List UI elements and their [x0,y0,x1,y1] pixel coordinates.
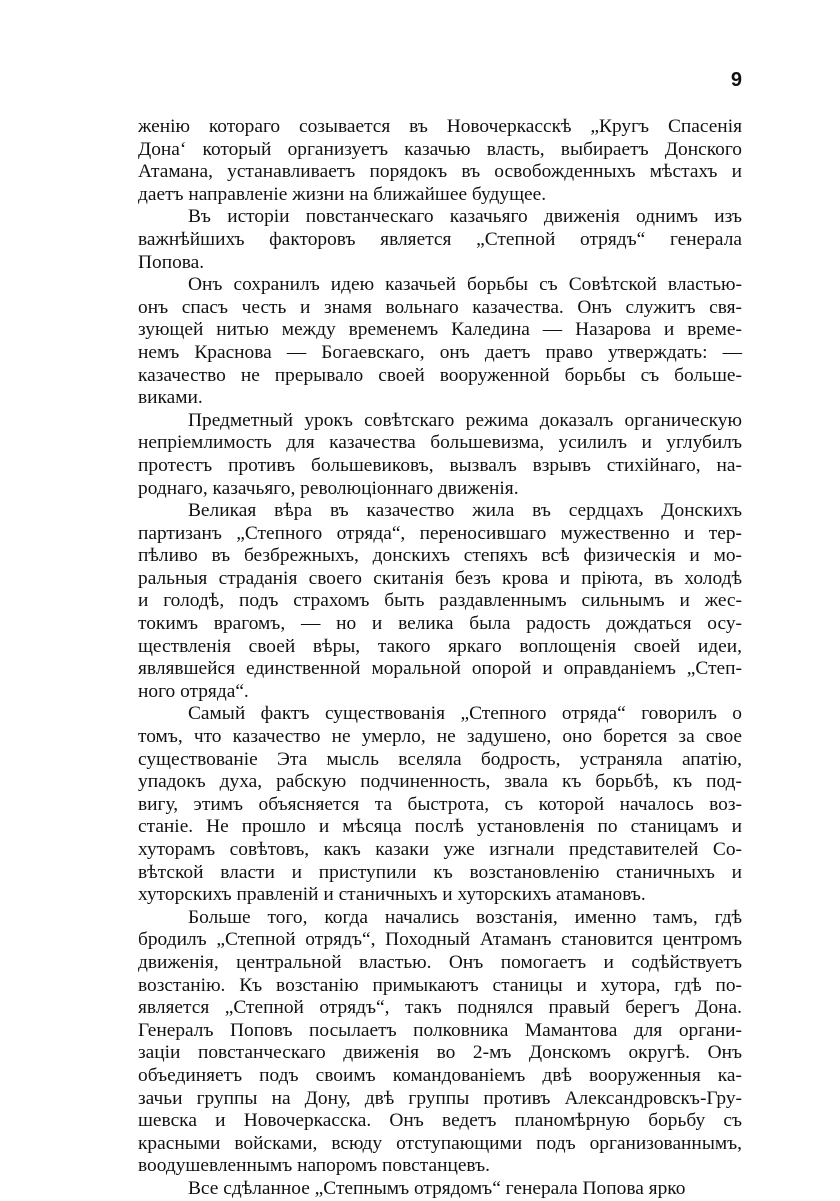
page-number: 9 [730,69,742,91]
text-line: вѣтской власти и приступили къ возстановленію станичныхъ и [138,861,742,883]
text-line: Предметный урокъ совѣтскаго режима доказалъ органическую [188,409,742,431]
text-line: казачество не прерывало своей вооруженной борьбы съ больше- [138,364,742,386]
text-line: ральныя страданія своего скитанія безъ крова и пріюта, въ холодѣ [138,567,742,589]
paragraph [138,1178,742,1201]
text-line: онъ спасъ честь и знамя вольнаго казачества. Онъ служитъ свя- [138,296,742,318]
text-line: являвшейся единственной моральной опорой и оправданіемъ „Степ- [138,658,742,680]
text-line: виками. [138,387,203,409]
text-line: Онъ сохранилъ идею казачьей борьбы съ Совѣтской властью- [188,274,742,296]
text-line: Все сдѣланное „Степнымъ отрядомъ“ генерала Попова ярко [188,1177,686,1199]
text-line: и голодѣ, подъ страхомъ быть раздавленнымъ сильнымъ и жес- [138,590,742,612]
text-line: Попова. [138,251,205,273]
text-line: токимъ врагомъ, — но и велика была радость дождаться осу- [138,613,742,635]
text-line: станіе. Не прошло и мѣсяца послѣ установленія по станицамъ и [138,816,742,838]
text-line: движенія, центральной властью. Онъ помогаетъ и содѣйствуетъ [138,951,742,973]
text-line: шевска и Новочеркасска. Онъ ведетъ планомѣрную борьбу съ [138,1110,742,1132]
text-line: объединяетъ подъ своимъ командованіемъ двѣ вооруженныя ка- [138,1064,742,1086]
text-line: Атамана, устанавливаетъ порядокъ въ освобожденныхъ мѣстахъ и [138,161,742,183]
paragraph [138,274,742,410]
text-line: зующей нитью между временемъ Каледина — Назарова и време- [138,319,742,341]
text-line: Въ исторіи повстанческаго казачьяго движенія однимъ изъ [188,206,742,228]
text-line: упадокъ духа, рабскую подчиненность, звала къ борьбѣ, къ под- [138,771,742,793]
text-line: хуторамъ совѣтовъ, какъ казаки уже изгнали представителей Со- [138,839,742,860]
text-line: красными войсками, всюду отступающими подъ организованнымъ, [138,1132,742,1154]
text-line: зачьи группы на Дону, двѣ группы противъ Александровскъ-Гру- [138,1087,742,1109]
text-line: женію котораго созывается въ Новочеркасскѣ „Кругъ Спасенія [138,116,742,137]
text-line: Великая вѣра въ казачество жила въ сердцахъ Донскихъ [188,500,742,522]
text-line: партизанъ „Степного отряда“, переносившаго мужественно и тер- [138,522,742,544]
text-line: томъ, что казачество не умерло, не задушено, оно борется за свое [138,726,742,748]
text-line: ного отряда“. [138,680,249,702]
text-line: вигу, этимъ объясняется та быстрота, съ которой началось воз- [138,793,742,815]
text-line: является „Степной отрядъ“, такъ поднялся правый берегъ Дона. [138,997,742,1019]
page-text-body [138,116,742,1201]
paragraph [138,500,742,703]
paragraph [138,206,742,274]
paragraph [138,116,742,206]
paragraph [138,703,742,906]
text-line: заціи повстанческаго движенія во 2-мъ Донскомъ округѣ. Онъ [138,1042,742,1064]
text-line: непріемлимость для казачества большевизма, усилилъ и углубилъ [138,432,742,454]
text-line: Больше того, когда начались возстанія, именно тамъ, гдѣ [188,906,742,928]
text-line: даетъ направленіе жизни на ближайшее будущее. [138,183,547,205]
paragraph [138,410,742,500]
text-line: бродилъ „Степной отрядъ“, Походный Атаманъ становится центромъ [138,929,742,951]
text-line: ществленія своей вѣры, такого яркаго воплощенія своей идеи, [138,635,742,657]
paragraph [138,907,742,1178]
text-line: роднаго, казачьяго, революціоннаго движенія. [138,477,519,499]
text-line: немъ Краснова — Богаевскаго, онъ даетъ право утверждать: — [138,341,742,363]
text-line: Генералъ Поповъ посылаетъ полковника Мамантова для органи- [138,1019,742,1041]
text-line: возстанію. Къ возстанію примыкаютъ станицы и хутора, гдѣ по- [138,974,742,996]
text-line: Самый фактъ существованія „Степного отряда“ говорилъ о [188,703,742,725]
text-line: воодушевленнымъ напоромъ повстанцевъ. [138,1155,490,1177]
text-line: хуторскихъ правленій и станичныхъ и хуторскихъ атамановъ. [138,884,646,906]
text-line: существованіе Эта мысль вселяла бодрость, устраняла апатію, [138,748,742,770]
text-line: важнѣйшихъ факторовъ является „Степной отрядъ“ генерала [138,228,742,250]
text-line: Дона‘ который организуетъ казачью власть, выбираетъ Донского [138,138,742,160]
text-line: пѣливо въ безбрежныхъ, донскихъ степяхъ всѣ физическія и мо- [138,545,742,567]
text-line: протестъ противъ большевиковъ, вызвалъ взрывъ стихійнаго, на- [138,454,742,476]
